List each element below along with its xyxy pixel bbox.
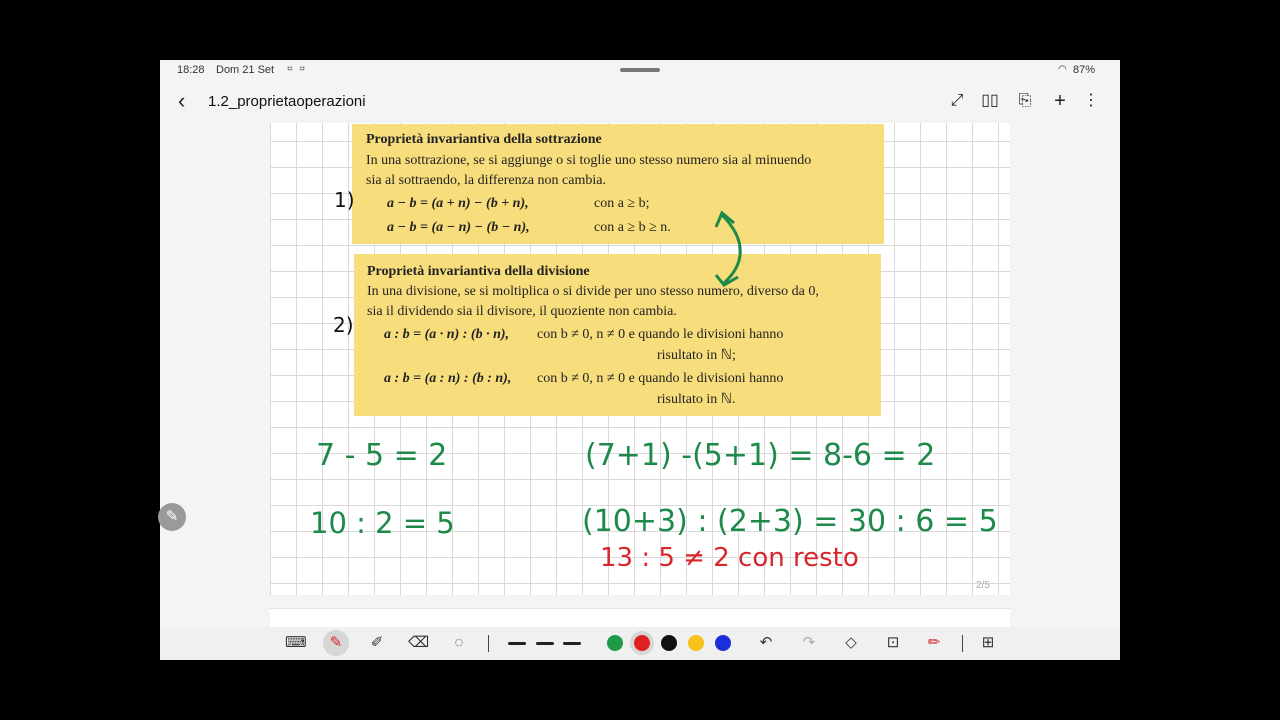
color-swatch-yellow[interactable] [688,635,704,651]
division-text-line2: sia il dividendo sia il divisore, il quoziente non cambia. [367,304,677,319]
subtraction-text-line2: sia al sottraendo, la differenza non cambia. [366,173,606,188]
subtraction-condition2: con a ≥ b ≥ n. [594,220,671,235]
lasso-icon[interactable]: ◌ [454,634,464,651]
subtraction-formula2: a − b = (a − n) − (b − n), [387,220,530,235]
status-bar [160,60,1120,80]
more-options-icon[interactable]: ⋮ [1083,92,1099,109]
pen-tool-icon[interactable]: ✎ [323,630,349,656]
division-formula1: a : b = (a · n) : (b · n), [384,327,510,342]
export-icon[interactable]: ⎘ [1018,92,1032,109]
handwritten-label-2: 2) [333,313,354,337]
division-formula2: a : b = (a : n) : (b : n), [384,371,512,386]
page-number: 2/5 [976,580,990,591]
handwritten-division-verify: (10+3) : (2+3) = 30 : 6 = 5 [582,504,998,539]
expand-icon[interactable]: ⤢ [950,92,964,109]
notification-icons: ⌗ ⌗ [287,64,308,75]
division-condition1a: con b ≠ 0, n ≠ 0 e quando le divisioni hanno [537,327,784,342]
subtraction-condition1: con a ≥ b; [594,196,650,211]
color-swatch-black[interactable] [661,635,677,651]
status-date: Dom 21 Set [216,64,275,76]
stroke-thin-icon[interactable] [508,642,526,645]
handwritten-division-remainder-note: 13 : 5 ≠ 2 con resto [600,543,859,573]
next-page-edge [270,608,1010,629]
subtraction-text-line1: In una sottrazione, se si aggiunge o si toglie uno stesso numero sia al minuendo [366,153,812,168]
stroke-thick-icon[interactable] [563,642,581,645]
handwritten-example-subtraction: 7 - 5 = 2 [316,438,448,473]
tablet-screen [160,60,1120,660]
pencil-fab-icon[interactable]: ✎ [158,503,186,531]
toolbar-divider [962,635,963,652]
book-view-icon[interactable]: ▯▯ [981,92,999,109]
eraser-icon[interactable]: ⌫ [408,634,430,651]
subtraction-property-box [352,124,884,244]
status-time: 18:28 [177,64,205,76]
laser-pen-icon[interactable]: ✏ [927,634,941,651]
handwritten-subtraction-verify: (7+1) -(5+1) = 8-6 = 2 [585,438,936,473]
arrow-curve [722,215,740,283]
wifi-icon: ◠ [1058,64,1067,75]
stroke-medium-icon[interactable] [536,642,554,645]
color-swatch-green[interactable] [607,635,623,651]
app-bar [160,82,1120,122]
lock-icon[interactable]: ⊡ [886,634,900,651]
back-arrow-icon[interactable]: ‹ [178,88,186,113]
color-swatch-blue[interactable] [715,635,731,651]
toolbar-divider [488,635,489,652]
grid-menu-icon[interactable]: ⊞ [981,634,995,651]
battery-level: 87% [1073,64,1096,76]
handwritten-double-arrow [710,205,760,291]
division-condition1b: risultato in ℕ; [657,348,736,363]
division-property-box [354,254,881,416]
multitask-handle[interactable] [620,68,660,72]
drawing-toolbar [160,627,1120,660]
keyboard-icon[interactable]: ⌨ [285,634,307,651]
color-swatch-red[interactable] [634,635,650,651]
division-text-line1: In una divisione, se si moltiplica o si divide per uno stesso numero, diverso da 0, [367,284,819,299]
division-heading: Proprietà invariantiva della divisione [367,264,590,279]
division-condition2a: con b ≠ 0, n ≠ 0 e quando le divisioni hanno [537,371,784,386]
handwritten-label-1: 1) [334,188,355,212]
handwritten-example-division: 10 : 2 = 5 [310,506,455,540]
highlighter-icon[interactable]: ✐ [370,634,384,651]
document-title: 1.2_proprietaoperazioni [208,93,366,110]
subtraction-heading: Proprietà invariantiva della sottrazione [366,132,602,147]
add-icon[interactable]: + [1054,90,1066,112]
redo-icon[interactable]: ↷ [802,634,816,651]
division-condition2b: risultato in ℕ. [657,392,736,407]
subtraction-formula1: a − b = (a + n) − (b + n), [387,196,529,211]
shapes-icon[interactable]: ◇ [845,634,857,651]
undo-icon[interactable]: ↶ [759,634,773,651]
notebook-page[interactable] [270,123,1010,595]
